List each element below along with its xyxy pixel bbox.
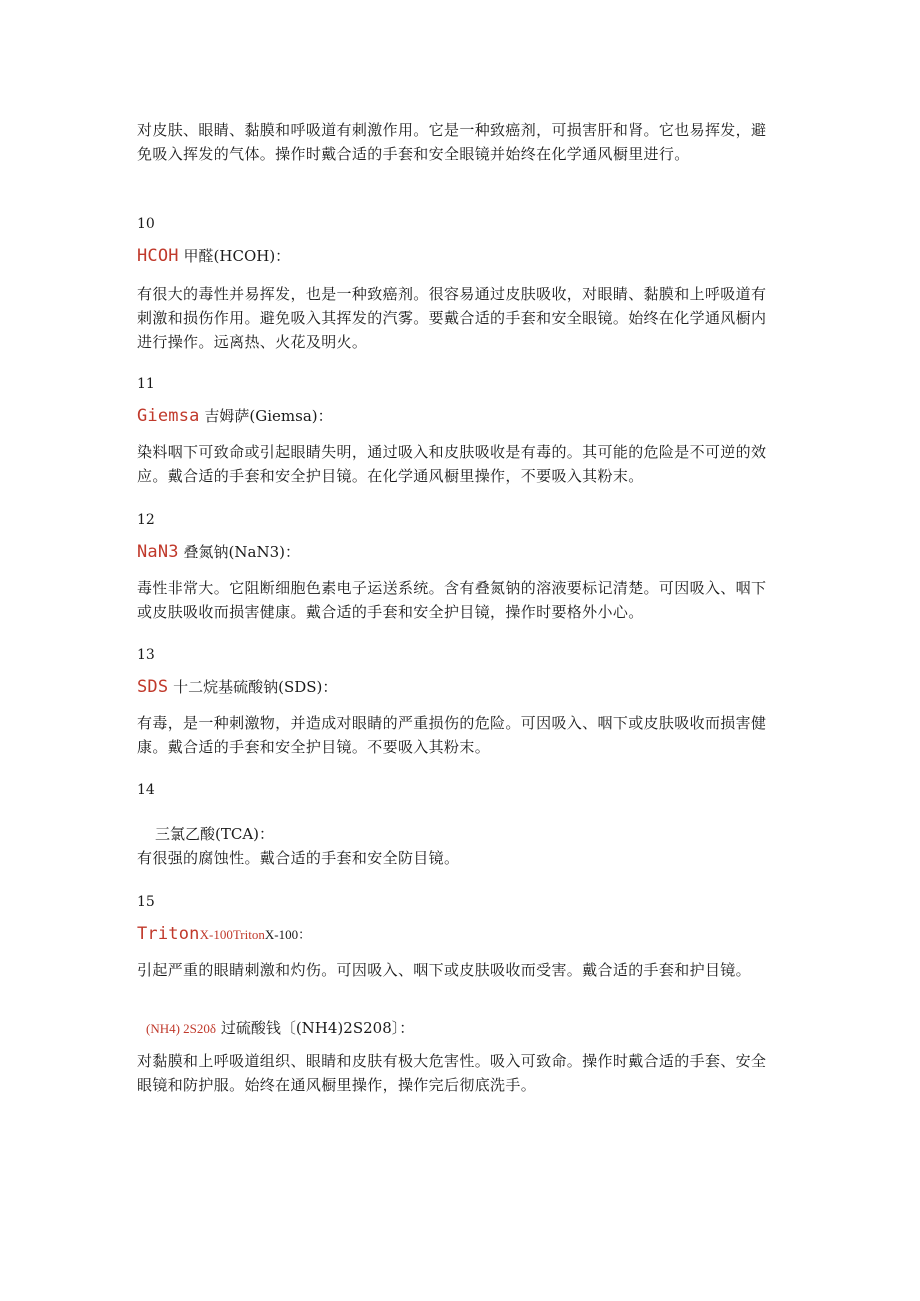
entry-number: 14 xyxy=(137,782,155,798)
entry-number: 13 xyxy=(137,647,155,663)
entry-number: 11 xyxy=(137,376,155,392)
entry-description: 有很强的腐蚀性。戴合适的手套和安全防目镜。 xyxy=(137,849,460,867)
chemical-formula: NaN3 xyxy=(137,542,179,562)
chemical-formula: Triton xyxy=(137,924,200,944)
entry-heading xyxy=(155,823,274,845)
entry-heading xyxy=(137,245,290,267)
chemical-formula: SDS xyxy=(137,677,169,697)
chemical-formula-suffix: X-100Triton xyxy=(199,927,265,942)
chemical-name: 叠氮钠(NaN3)： xyxy=(183,543,300,561)
chemical-name: 过硫酸钱〔(NH4)2S208〕： xyxy=(220,1019,415,1037)
chemical-name: 吉姆萨(Giemsa)： xyxy=(204,407,333,425)
entry-description: 有毒，是一种刺激物，并造成对眼睛的严重损伤的危险。可因吸入、咽下或皮肤吸收而损害健康。戴合适的手套和安全护目镜。不要吸入其粉末。 xyxy=(137,714,767,756)
chemical-formula: (NH4) 2S20δ xyxy=(146,1021,217,1036)
chemical-formula: Giemsa xyxy=(137,406,200,426)
entry-heading xyxy=(137,541,300,563)
entry-description: 有很大的毒性并易挥发，也是一种致癌剂。很容易通过皮肤吸收，对眼睛、黏膜和上呼吸道有刺激和损伤作用。避免吸入其挥发的汽雾。要戴合适的手套和安全眼镜。始终在化学通风橱内进行操作。远离热、火花及明火。 xyxy=(137,285,767,351)
entry-heading xyxy=(137,405,333,427)
chemical-name: 十二烷基硫酸钠(SDS)： xyxy=(173,678,338,696)
entry-number: 15 xyxy=(137,894,155,910)
entry-description: 毒性非常大。它阻断细胞色素电子运送系统。含有叠氮钠的溶液要标记清楚。可因吸入、咽下或皮肤吸收而损害健康。戴合适的手套和安全护目镜，操作时要格外小心。 xyxy=(137,579,767,621)
entry-heading xyxy=(137,923,311,946)
entry-description: 引起严重的眼睛刺激和灼伤。可因吸入、咽下或皮肤吸收而受害。戴合适的手套和护目镜。 xyxy=(137,961,752,979)
entry-heading xyxy=(146,1017,414,1040)
chemical-name: 三氯乙酸(TCA)： xyxy=(155,825,275,843)
entry-description: 对黏膜和上呼吸道组织、眼睛和皮肤有极大危害性。吸入可致命。操作时戴合适的手套、安全眼镜和防护服。始终在通风橱里操作，操作完后彻底洗手。 xyxy=(137,1052,767,1094)
entry-number: 10 xyxy=(137,216,155,232)
chemical-name: X-100： xyxy=(264,927,312,942)
intro-paragraph: 对皮肤、眼睛、黏膜和呼吸道有刺激作用。它是一种致癌剂，可损害肝和肾。它也易挥发，避免吸入挥发的气体。操作时戴合适的手套和安全眼镜并始终在化学通风橱里进行。 xyxy=(137,121,767,163)
entry-number: 12 xyxy=(137,512,155,528)
chemical-name: 甲醛(HCOH)： xyxy=(183,247,291,265)
entry-description: 染料咽下可致命或引起眼睛失明，通过吸入和皮肤吸收是有毒的。其可能的危险是不可逆的效应。戴合适的手套和安全护目镜。在化学通风橱里操作，不要吸入其粉末。 xyxy=(137,443,767,485)
chemical-formula: HCOH xyxy=(137,246,179,266)
entry-heading xyxy=(137,676,337,698)
